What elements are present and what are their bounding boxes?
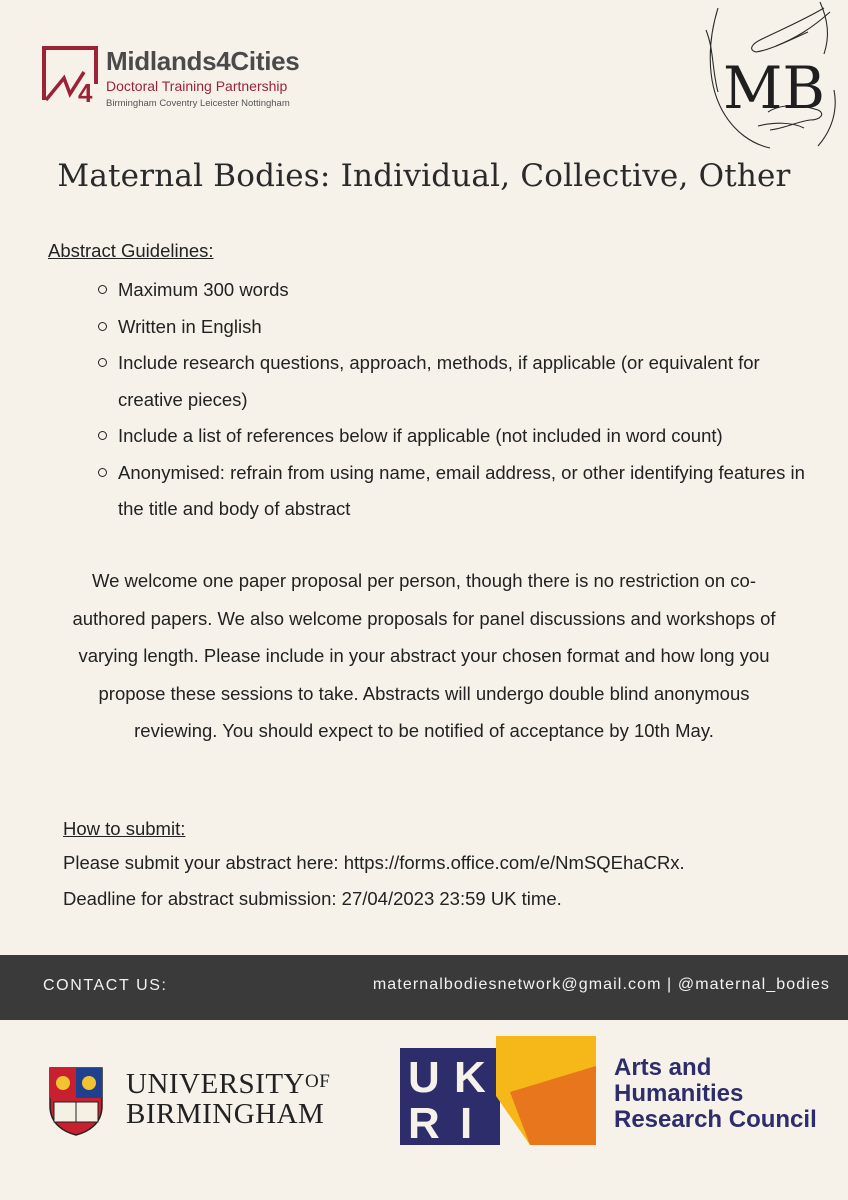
ukri-letter-u: U	[408, 1053, 440, 1102]
page-title: Maternal Bodies: Individual, Collective, Other	[57, 158, 791, 194]
org-subtitle: Doctoral Training Partnership	[106, 78, 288, 94]
guideline-text: Maximum 300 words	[118, 279, 289, 300]
guideline-text: Anonymised: refrain from using name, email address, or other identifying features in the title and body of abstract	[118, 461, 805, 519]
org-cities: Birmingham Coventry Leicester Nottingham	[106, 98, 290, 109]
ukri-logo-icon	[400, 1036, 600, 1145]
guidelines-heading: Abstract Guidelines:	[48, 240, 214, 261]
m4c-mark-icon	[40, 44, 100, 104]
submit-link-line[interactable]: Please submit your abstract here: https://forms.office.com/e/NmSQEhaCRx.	[63, 852, 685, 873]
ukri-letter-r: R	[408, 1099, 440, 1145]
ahrc-logo-text	[614, 1055, 844, 1133]
guideline-text: Include research questions, approach, methods, if applicable (or equivalent for creative pieces)	[118, 352, 760, 410]
mb-pregnancy-art	[700, 0, 848, 150]
uob-name-line2: BIRMINGHAM	[126, 1098, 325, 1130]
guideline-text: Written in English	[118, 315, 262, 337]
ahrc-line: Arts and	[614, 1054, 712, 1081]
mb-monogram: MB	[722, 54, 826, 122]
list-item	[96, 309, 816, 346]
contact-bar	[0, 955, 848, 1020]
bullet-ring-icon	[98, 358, 107, 367]
contact-info[interactable]: maternalbodiesnetwork@gmail.com | @maternal_bodies	[372, 976, 830, 993]
uob-of: OF	[305, 1071, 331, 1092]
bullet-ring-icon	[98, 285, 107, 294]
guideline-text: Include a list of references below if applicable (not included in word count)	[118, 425, 723, 446]
list-item	[96, 345, 816, 418]
m4c-mark-digit: 4	[78, 78, 93, 104]
list-item	[96, 455, 816, 528]
ahrc-line: Humanities	[614, 1080, 744, 1107]
ahrc-line: Research Council	[614, 1106, 817, 1133]
bullet-ring-icon	[98, 468, 107, 477]
welcome-paragraph: We welcome one paper proposal per person, though there is no restriction on co-authored papers. We also welcome proposals for panel discussions and workshops of varying length. Please include in your abstract your chosen format and how long you propose these sessions to take. Abstracts will undergo double blind anonymous reviewing. You should expect to be notified of acceptance by 10th May.	[72, 570, 776, 741]
list-item	[96, 272, 816, 309]
org-name: Midlands4Cities	[106, 46, 300, 76]
deadline-line: Deadline for abstract submission: 27/04/2023 23:59 UK time.	[63, 888, 562, 909]
uob-university: UNIVERSITY	[126, 1068, 305, 1100]
submit-heading: How to submit:	[63, 818, 186, 839]
list-item	[96, 418, 816, 455]
uob-logo	[48, 1066, 348, 1138]
bullet-ring-icon	[98, 322, 107, 331]
ukri-letter-k: K	[454, 1053, 486, 1102]
bullet-ring-icon	[98, 431, 107, 440]
ukri-letter-i: I	[460, 1099, 473, 1145]
contact-label: CONTACT US:	[43, 977, 168, 994]
guidelines-list	[96, 272, 816, 528]
uob-crest-icon	[48, 1066, 104, 1136]
m4c-logo	[40, 44, 340, 110]
uob-name-line1	[126, 1068, 330, 1101]
